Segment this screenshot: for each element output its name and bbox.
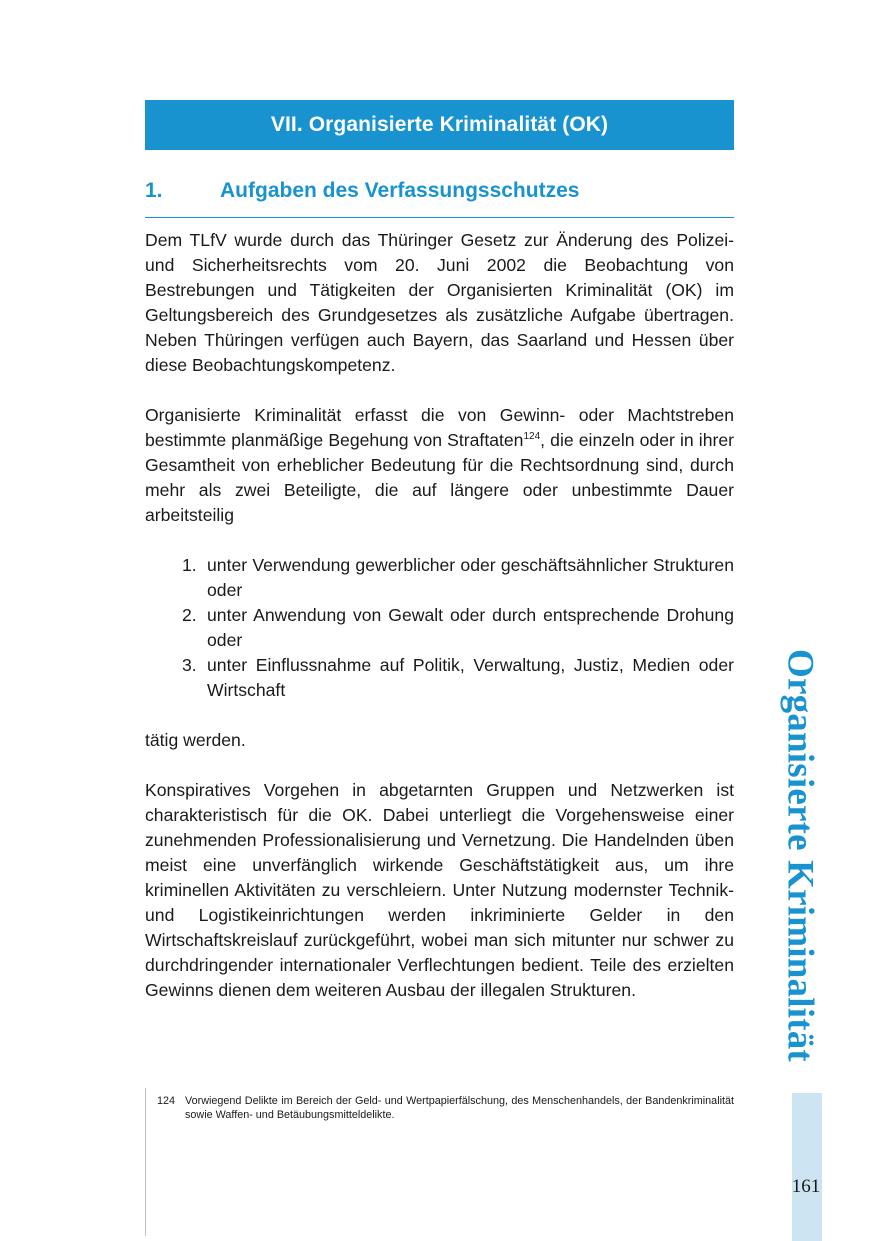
paragraph-2	[145, 403, 734, 528]
paragraph-2-text-b: , die einzeln oder in ihrer Gesamtheit von erheblicher Bedeutung für die Rechtsordnung sind, durch mehr als zwei Beteiligte, die auf längere oder unbestimmte Dauer arbeitsteilig	[145, 430, 735, 525]
chapter-heading-bar	[145, 100, 734, 150]
list-item-text: unter Verwendung gewerblicher oder geschäftsähnlicher Strukturen oder	[207, 555, 734, 600]
side-title-text: Organisierte Kriminalität	[779, 648, 821, 1062]
list-item-number: 2.	[182, 605, 197, 625]
page-number: 161	[791, 1176, 821, 1197]
list-item	[145, 603, 734, 653]
numbered-list	[145, 553, 734, 703]
list-item-number: 3.	[182, 655, 197, 675]
list-item-text: unter Einflussnahme auf Politik, Verwaltung, Justiz, Medien oder Wirtschaft	[207, 655, 734, 700]
side-running-title	[765, 645, 835, 1065]
footnote-text: Vorwiegend Delikte im Bereich der Geld- und Wertpapierfälschung, des Menschenhandels, der Bandenkriminalität sowie Waffen- und Betäubungsmitteldelikte.	[185, 1095, 734, 1121]
footnote-rule	[145, 1088, 146, 1236]
paragraph-1: Dem TLfV wurde durch das Thüringer Gesetz zur Änderung des Polizei- und Sicherheitsrechts vom 20. Juni 2002 die Beobachtung von Bestrebungen und Tätigkeiten der Organisierten Kriminalität (OK) im Geltungsbereich des Grundgesetzes als zusätzliche Aufgabe übertragen. Neben Thüringen verfügen auch Bayern, das Saarland und Hessen über diese Beobachtungskompetenz.	[145, 230, 734, 375]
list-item	[145, 553, 734, 603]
page-tab	[792, 1093, 822, 1241]
footnote	[157, 1094, 734, 1122]
section-heading	[145, 175, 734, 218]
paragraph-3: tätig werden.	[145, 730, 246, 750]
chapter-title: VII. Organisierte Kriminalität (OK)	[270, 113, 609, 136]
footnote-reference: 124	[523, 431, 541, 443]
paragraph-2-text-a: Organisierte Kriminalität erfasst die von Gewinn- oder Machtstreben bestimmte planmäßige Begehung von Straftaten	[145, 405, 734, 450]
body-text	[145, 228, 734, 1028]
section-number: 1.	[145, 179, 163, 202]
list-item	[145, 653, 734, 703]
list-item-number: 1.	[182, 555, 197, 575]
paragraph-4: Konspiratives Vorgehen in abgetarnten Gruppen und Netzwerken ist charakteristisch für die OK. Dabei unterliegt die Vorgehensweise einer zunehmenden Professionalisierung und Vernetzung. Die Handelnden üben meist eine unverfänglich wirkende Geschäftstätigkeit aus, um ihre kriminellen Aktivitäten zu verschleiern. Unter Nutzung modernster Technik- und Logistikeinrichtungen werden inkriminierte Gelder in den Wirtschaftskreislauf zurückgeführt, wobei man sich mitunter nur schwer zu durchdringender internationaler Verflechtungen bedient. Teile des erzielten Gewinns dienen dem weiteren Ausbau der illegalen Strukturen.	[145, 780, 734, 1000]
list-item-text: unter Anwendung von Gewalt oder durch entsprechende Drohung oder	[207, 605, 734, 650]
section-title: Aufgaben des Verfassungsschutzes	[220, 179, 580, 202]
footnote-number: 124	[157, 1095, 176, 1107]
